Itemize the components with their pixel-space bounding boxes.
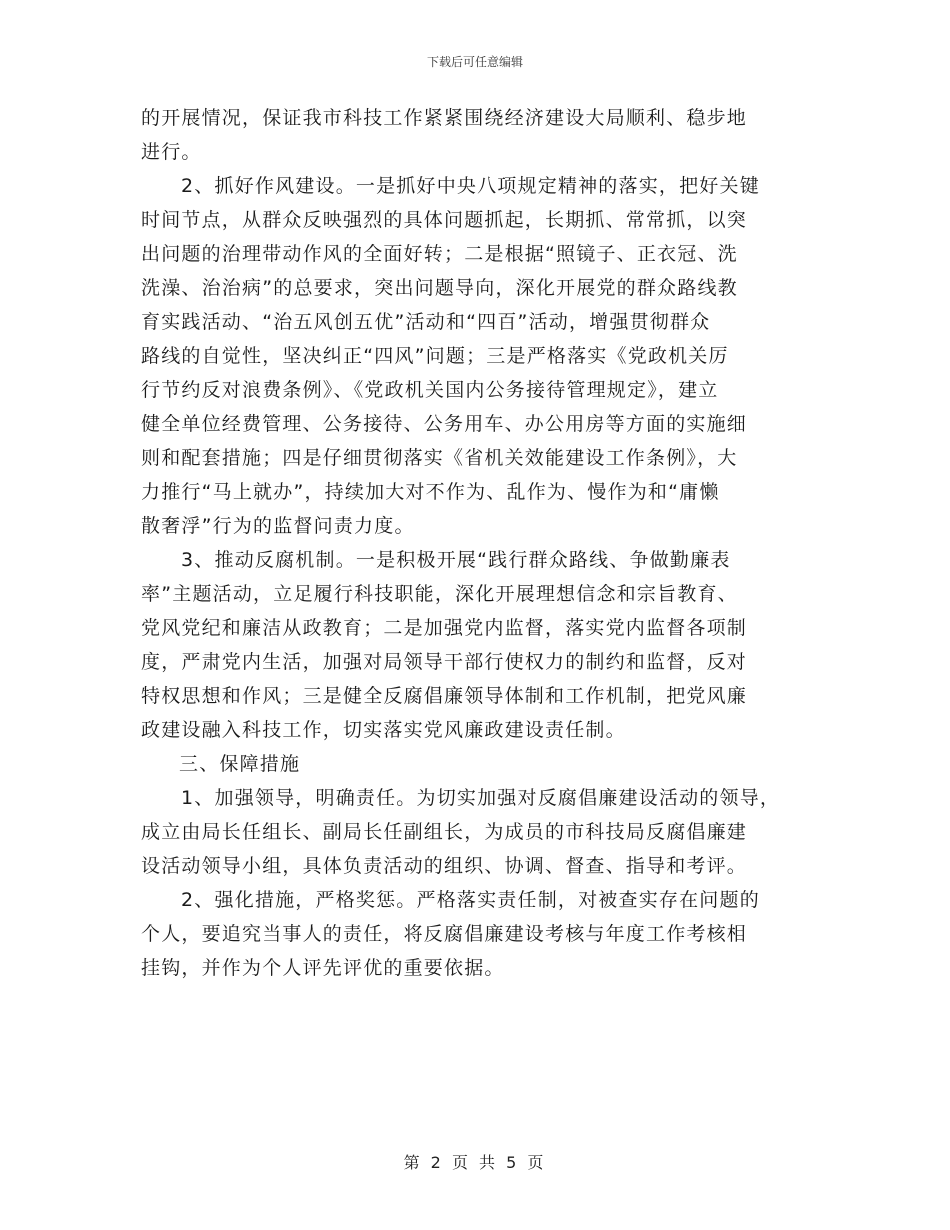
- document-body: [141, 101, 831, 985]
- paragraph-start: 2、抓好作风建设。一是抓好中央八项规定精神的落实，把好关键: [181, 175, 760, 197]
- text-line: 健全单位经费管理、公务接待、公务用车、办公用房等方面的实施细: [141, 413, 748, 435]
- text-line: 出问题的治理带动作风的全面好转；二是根据“照镜子、正衣冠、洗: [141, 243, 738, 265]
- paragraph-start: 2、强化措施，严格奖惩。严格落实责任制，对被查实存在问题的: [181, 889, 760, 911]
- paragraph-start: 3、推动反腐机制。一是积极开展“践行群众路线、争做勤廉表: [181, 549, 731, 571]
- text-line: 成立由局长任组长、副局长任副组长，为成员的市科技局反腐倡廉建: [141, 821, 748, 843]
- text-line: 育实践活动、“治五风创五优”活动和“四百”活动，增强贯彻群众: [141, 311, 711, 333]
- text-line: 度，严肃党内生活，加强对局领导干部行使权力的制约和监督，反对: [141, 651, 748, 673]
- text-line: 个人，要追究当事人的责任，将反腐倡廉建设考核与年度工作考核相: [141, 923, 748, 945]
- text-line: 洗澡、治治病”的总要求，突出问题导向，深化开展党的群众路线教: [141, 277, 738, 299]
- text-line: 则和配套措施；四是仔细贯彻落实《省机关效能建设工作条例》，大: [141, 447, 738, 469]
- paragraph-start: 1、加强领导，明确责任。为切实加强对反腐倡廉建设活动的领导，: [181, 787, 781, 809]
- text-line: 党风党纪和廉洁从政教育；二是加强党内监督，落实党内监督各项制: [141, 617, 748, 639]
- text-line: 散奢浮”行为的监督问责力度。: [141, 515, 415, 537]
- text-line: 力推行“马上就办”，持续加大对不作为、乱作为、慢作为和“庸懒: [141, 481, 720, 503]
- text-line: 进行。: [141, 141, 202, 163]
- text-line: 行节约反对浪费条例》、《党政机关国内公务接待管理规定》，建立: [141, 379, 719, 401]
- text-line: 设活动领导小组，具体负责活动的组织、协调、督查、指导和考评。: [141, 855, 748, 877]
- text-line: 的开展情况，保证我市科技工作紧紧围绕经济建设大局顺利、稳步地: [141, 107, 748, 129]
- page-number: 第 2 页 共 5 页: [403, 1153, 547, 1172]
- text-line: 特权思想和作风；三是健全反腐倡廉领导体制和工作机制，把党风廉: [141, 685, 748, 707]
- text-line: 时间节点，从群众反映强烈的具体问题抓起，长期抓、常常抓，以突: [141, 209, 748, 231]
- text-line: 路线的自觉性，坚决纠正“四风”问题；三是严格落实《党政机关厉: [141, 345, 729, 367]
- page-header: 下载后可任意编辑: [426, 55, 523, 69]
- text-line: 挂钩，并作为个人评先评优的重要依据。: [141, 957, 505, 979]
- text-line: 政建设融入科技工作，切实落实党风廉政建设责任制。: [141, 719, 626, 741]
- section-heading: 三、保障措施: [179, 753, 301, 775]
- text-line: 率”主题活动，立足履行科技职能，深化开展理想信念和宗旨教育、: [141, 583, 738, 605]
